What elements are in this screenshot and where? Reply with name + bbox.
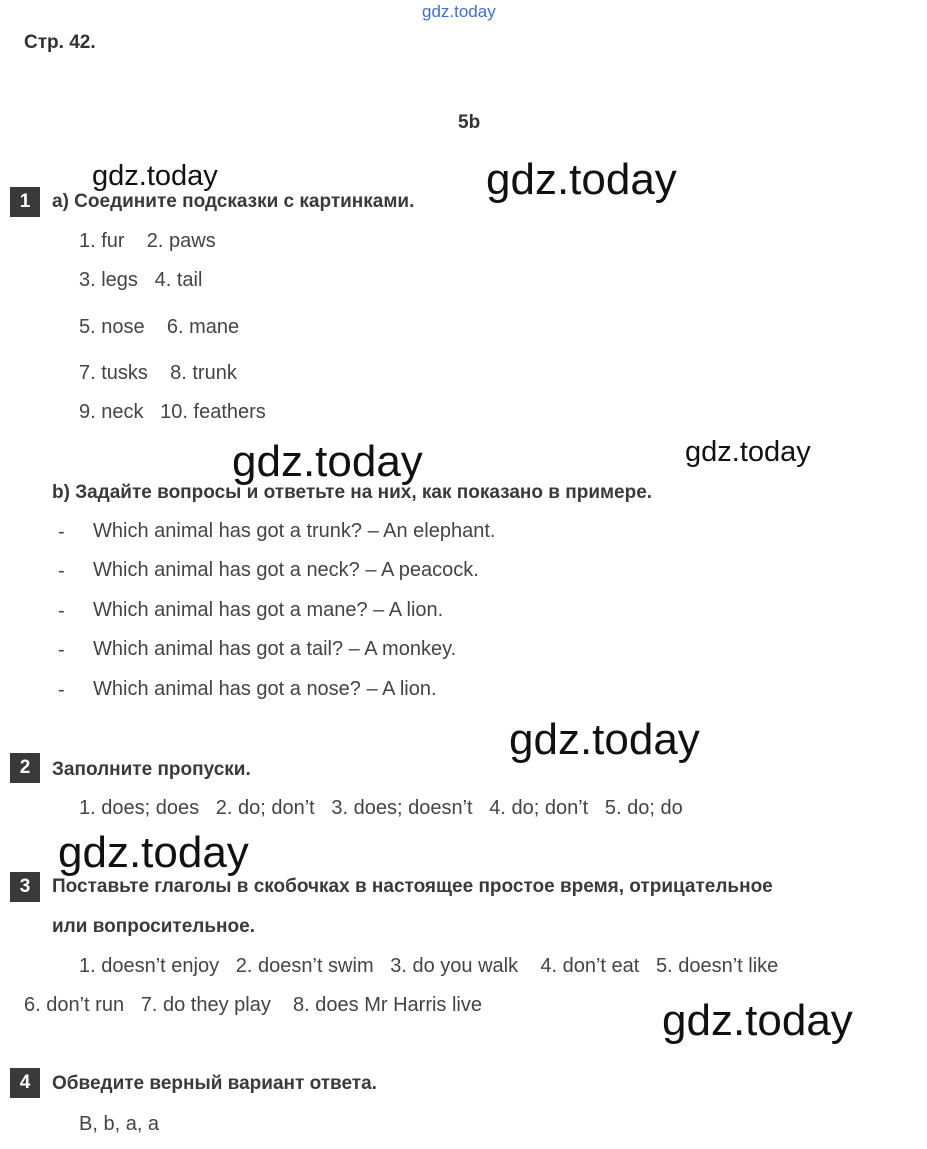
exercise-number-2: 2 [10,753,40,783]
exercise-4-title: Обведите верный вариант ответа. [52,1073,377,1094]
exercise-3-answer-line1: 1. doesn’t enjoy 2. doesn’t swim 3. do you walk 4. don’t eat 5. doesn’t like [79,955,779,977]
exercise-number-1: 1 [10,187,40,217]
section-title: 5b [458,112,481,133]
exercise-number-3: 3 [10,872,40,902]
exercise-1b-line: Which animal has got a neck? – A peacock. [93,559,479,581]
list-dash: - [58,521,65,543]
exercise-1b-line: Which animal has got a nose? – A lion. [93,678,437,700]
exercise-1a-line: 7. tusks 8. trunk [79,362,237,384]
exercise-4-answer: B, b, a, a [79,1113,160,1135]
page-label: Стр. 42. [24,32,96,53]
watermark: gdz.today [486,155,677,204]
watermark: gdz.today [58,828,249,877]
exercise-1b-title: b) Задайте вопросы и ответьте на них, как показано в примере. [52,482,653,503]
exercise-1b-line: Which animal has got a mane? – A lion. [93,599,444,621]
watermark: gdz.today [92,160,218,192]
exercise-1a-title: a) Соедините подсказки с картинками. [52,191,415,212]
watermark: gdz.today [509,715,700,764]
exercise-number-4: 4 [10,1068,40,1098]
list-dash: - [58,639,65,661]
exercise-1a-line: 1. fur 2. paws [79,230,216,252]
watermark: gdz.today [685,436,811,468]
watermark: gdz.today [662,996,853,1045]
exercise-1b-line: Which animal has got a trunk? – An elephant. [93,520,496,542]
watermark: gdz.today [232,437,423,486]
exercise-1a-line: 9. neck 10. feathers [79,401,266,423]
list-dash: - [58,560,65,582]
watermark-top: gdz.today [422,2,496,21]
exercise-1a-line: 5. nose 6. mane [79,316,240,338]
exercise-1b-line: Which animal has got a tail? – A monkey. [93,638,457,660]
exercise-1a-line: 3. legs 4. tail [79,269,203,291]
exercise-3-answer-line2: 6. don’t run 7. do they play 8. does Mr Harris live [24,994,482,1016]
exercise-2-answer: 1. does; does 2. do; don’t 3. does; doesn’t 4. do; don’t 5. do; do [79,797,683,819]
list-dash: - [58,679,65,701]
list-dash: - [58,600,65,622]
exercise-3-title-line2: или вопросительное. [52,916,255,937]
exercise-2-title: Заполните пропуски. [52,759,251,780]
exercise-3-title-line1: Поставьте глаголы в скобочках в настоящее простое время, отрицательное [52,876,773,897]
